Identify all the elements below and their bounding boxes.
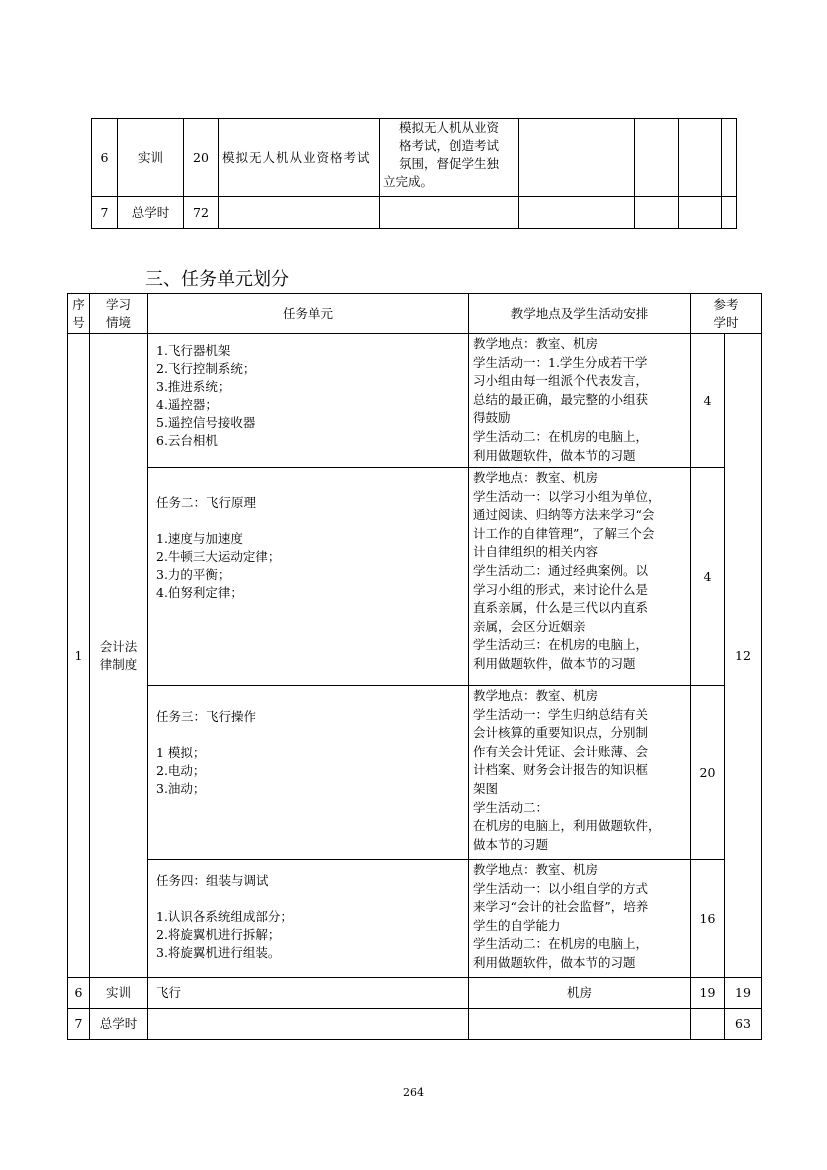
empty-cell: [722, 197, 737, 229]
activity-cell: [469, 860, 691, 978]
row-number: 6: [92, 119, 118, 197]
activity-line: 立完成。: [383, 174, 434, 189]
task-item: 4.伯努利定律；: [156, 585, 243, 600]
activity-line: 作有关会计凭证、会计账薄、会: [473, 743, 649, 759]
task-item: 2.将旋翼机进行拆解；: [156, 927, 281, 942]
activity-line: 利用做题软件，做本节的习题: [473, 447, 636, 463]
task-hours: 16: [691, 860, 725, 978]
empty-cell: [469, 1009, 691, 1040]
activity-line: 教学地点：教室、机房: [473, 688, 599, 703]
table-row: [92, 197, 737, 229]
task-unit-cell: [148, 468, 469, 686]
task-item: 1.速度与加速度: [156, 531, 243, 546]
situation-name-line: 律制度: [99, 656, 138, 672]
task-unit-cell: [148, 860, 469, 978]
table-row: [68, 686, 762, 860]
empty-cell: [148, 1009, 469, 1040]
task-item: 1.飞行器机架: [156, 343, 231, 358]
activity-line: 计工作的自律管理”，了解三个会: [473, 525, 655, 541]
table-row: [68, 978, 762, 1009]
activity-line: 模拟无人机从业资: [398, 120, 499, 135]
activity-line: 得鼓励: [473, 410, 511, 426]
empty-cell: [679, 119, 722, 197]
task-item: 2.飞行控制系统；: [156, 361, 256, 376]
page-number: 264: [403, 1086, 424, 1099]
header-text: 学时: [713, 314, 739, 330]
activity-line: 学生活动一：以小组自学的方式: [473, 880, 649, 896]
activity-line: 总结的最正确，最完整的小组获: [473, 391, 649, 407]
previous-table: [91, 118, 737, 229]
activity-line: 教学地点：教室、机房: [473, 336, 599, 351]
empty-cell: [691, 1009, 725, 1040]
empty-cell: [635, 197, 679, 229]
activity-line: 教学地点：教室、机房: [473, 470, 599, 485]
activity-line: 学习小组的形式，来讨论什么是: [473, 581, 649, 597]
row-location: 机房: [469, 978, 691, 1009]
task-unit-cell: [148, 686, 469, 860]
task-item: 3.油动；: [156, 781, 206, 796]
activity-line: 架图: [473, 780, 499, 796]
situation-name-line: 会计法: [99, 638, 138, 654]
activity-line: 来学习“会计的社会监督”，培养: [473, 899, 649, 915]
task-item: 3.力的平衡；: [156, 567, 231, 582]
row-hours: 72: [184, 197, 219, 229]
task-item: 3.推进系统；: [156, 379, 231, 394]
activity-line: 习小组由每一组派个代表发言，: [473, 373, 649, 389]
table-row: [68, 860, 762, 978]
activity-line: 利用做题软件，做本节的习题: [473, 655, 636, 671]
activity-line: 学生活动三：在机房的电脑上，: [473, 637, 649, 653]
row-type: 实训: [118, 119, 184, 197]
task-item: 6.云台相机: [156, 433, 218, 448]
task-item: 1.认识各系统组成部分；: [156, 909, 293, 924]
activity-line: 通过阅读、归纳等方法来学习“会: [473, 507, 655, 523]
activity-line: 学生活动一：以学习小组为单位，: [473, 488, 661, 504]
header-text: 号: [72, 314, 85, 330]
activity-line: 做本节的习题: [473, 836, 549, 852]
activity-line: 直系亲属，什么是三代以内直系: [473, 600, 649, 616]
row-activity: [380, 119, 519, 197]
task-unit-cell: [148, 334, 469, 468]
task-title: 任务三：飞行操作: [156, 709, 257, 724]
row-type: 总学时: [118, 197, 184, 229]
task-hours: 4: [691, 334, 725, 468]
activity-line: 计自律组织的相关内容: [473, 544, 599, 560]
empty-cell: [722, 119, 737, 197]
activity-line: 在机房的电脑上，利用做题软件，: [473, 818, 661, 834]
activity-line: 学生的自学能力: [473, 917, 561, 933]
task-item: 1 模拟；: [156, 745, 206, 760]
task-unit-table: [67, 293, 762, 1040]
activity-line: 氛围，督促学生独: [398, 156, 499, 171]
row-number: 7: [92, 197, 118, 229]
row-situation: 实训: [90, 978, 148, 1009]
table-row: [92, 119, 737, 197]
row-number: 7: [68, 1009, 90, 1040]
header-text: 学习: [105, 296, 131, 312]
situation-name: [90, 334, 148, 978]
header-text: 参考: [713, 296, 739, 312]
row-task: 飞行: [148, 978, 469, 1009]
task-title: 任务四：组装与调试: [156, 873, 269, 888]
header-situation: [90, 294, 148, 334]
activity-line: 亲属，会区分近姻亲: [473, 618, 586, 634]
activity-line: 学生活动二：在机房的电脑上，: [473, 428, 649, 444]
header-hours: [691, 294, 762, 334]
task-hours: 4: [691, 468, 725, 686]
activity-line: 利用做题软件，做本节的习题: [473, 954, 636, 970]
activity-line: 教学地点：教室、机房: [473, 862, 599, 877]
row-hours: 20: [184, 119, 219, 197]
header-number: [68, 294, 90, 334]
row-total: 63: [725, 1009, 762, 1040]
table-row: [68, 1009, 762, 1040]
table-header-row: [68, 294, 762, 334]
empty-cell: [219, 197, 380, 229]
task-item: 2.牛顿三大运动定律；: [156, 549, 281, 564]
header-location: 教学地点及学生活动安排: [469, 294, 691, 334]
activity-line: 学生活动二：在机房的电脑上，: [473, 936, 649, 952]
section-heading: 三、任务单元划分: [145, 269, 289, 290]
task-item: 3.将旋翼机进行组装。: [156, 945, 281, 960]
situation-number: 1: [68, 334, 90, 978]
header-task-unit: 任务单元: [148, 294, 469, 334]
activity-line: 会计核算的重要知识点，分别制: [473, 725, 649, 741]
row-task: 模拟无人机从业资格考试: [219, 119, 380, 197]
task-item: 5.遥控信号接收器: [156, 415, 256, 430]
table-row: [68, 334, 762, 468]
row-hours: 19: [691, 978, 725, 1009]
empty-cell: [519, 197, 635, 229]
row-situation: 总学时: [90, 1009, 148, 1040]
row-number: 6: [68, 978, 90, 1009]
activity-line: 学生活动二：通过经典案例。以: [473, 562, 649, 578]
table-row: [68, 468, 762, 686]
activity-line: 格考试，创造考试: [398, 138, 499, 153]
task-hours: 20: [691, 686, 725, 860]
task-title: 任务二：飞行原理: [156, 495, 257, 510]
header-text: 情境: [105, 314, 131, 330]
task-item: 4.遥控器；: [156, 397, 218, 412]
activity-cell: [469, 686, 691, 860]
activity-line: 学生活动一：1.学生分成若干学: [473, 354, 648, 370]
row-total: 19: [725, 978, 762, 1009]
empty-cell: [519, 119, 635, 197]
situation-total-hours: 12: [725, 334, 762, 978]
activity-cell: [469, 468, 691, 686]
activity-line: 学生活动二：: [473, 799, 549, 815]
activity-cell: [469, 334, 691, 468]
activity-line: 计档案、财务会计报告的知识框: [473, 762, 649, 778]
header-text: 序: [72, 296, 85, 312]
activity-line: 学生活动一：学生归纳总结有关: [473, 706, 649, 722]
task-item: 2.电动；: [156, 763, 206, 778]
empty-cell: [635, 119, 679, 197]
empty-cell: [380, 197, 519, 229]
empty-cell: [679, 197, 722, 229]
